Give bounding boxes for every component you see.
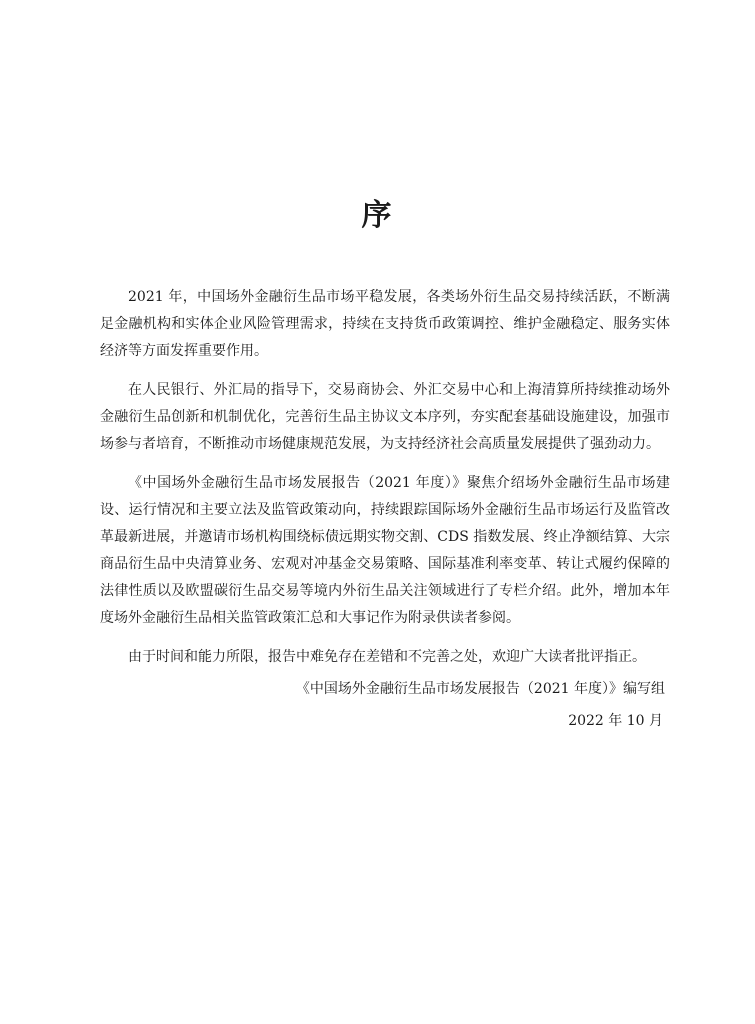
preface-paragraph-2: 在人民银行、外汇局的指导下，交易商协会、外汇交易中心和上海清算所持续推动场外金融衍生品创新和机制优化，完善衍生品主协议文本序列，夯实配套基础设施建设，加强市场参与者培育，不断推动市场健康规范发展，为支持经济社会高质量发展提供了强劲动力。 <box>100 382 670 452</box>
publication-date: 2022 年 10 月 <box>568 713 663 729</box>
page-title: 序 <box>361 198 394 233</box>
preface-body <box>100 284 670 683</box>
preface-paragraph-1: 2021 年，中国场外金融衍生品市场平稳发展，各类场外衍生品交易持续活跃，不断满足金融机构和实体企业风险管理需求，持续在支持货币政策调控、维护金融稳定、服务实体经济等方面发挥重要作用。 <box>100 289 670 359</box>
preface-paragraph-4: 由于时间和能力所限，报告中难免存在差错和不完善之处，欢迎广大读者批评指正。 <box>128 649 646 665</box>
author-signature: 《中国场外金融衍生品市场发展报告（2021 年度）》编写组 <box>295 681 665 697</box>
preface-paragraph-3: 《中国场外金融衍生品市场发展报告（2021 年度）》聚焦介绍场外金融衍生品市场建设、运行情况和主要立法及监管政策动向，持续跟踪国际场外金融衍生品市场运行及监管改革最新进展，并邀请市场机构围绕标债远期实物交割、CDS 指数发展、终止净额结算、大宗商品衍生品中央清算业务、宏观对冲基金交易策略、国际基准利率变革、转让式履约保障的法律性质以及欧盟碳衍生品交易等境内外衍生品关注领域进行了专栏介绍。此外，增加本年度场外金融衍生品相关监管政策汇总和大事记作为附录供读者参阅。 <box>100 475 670 626</box>
